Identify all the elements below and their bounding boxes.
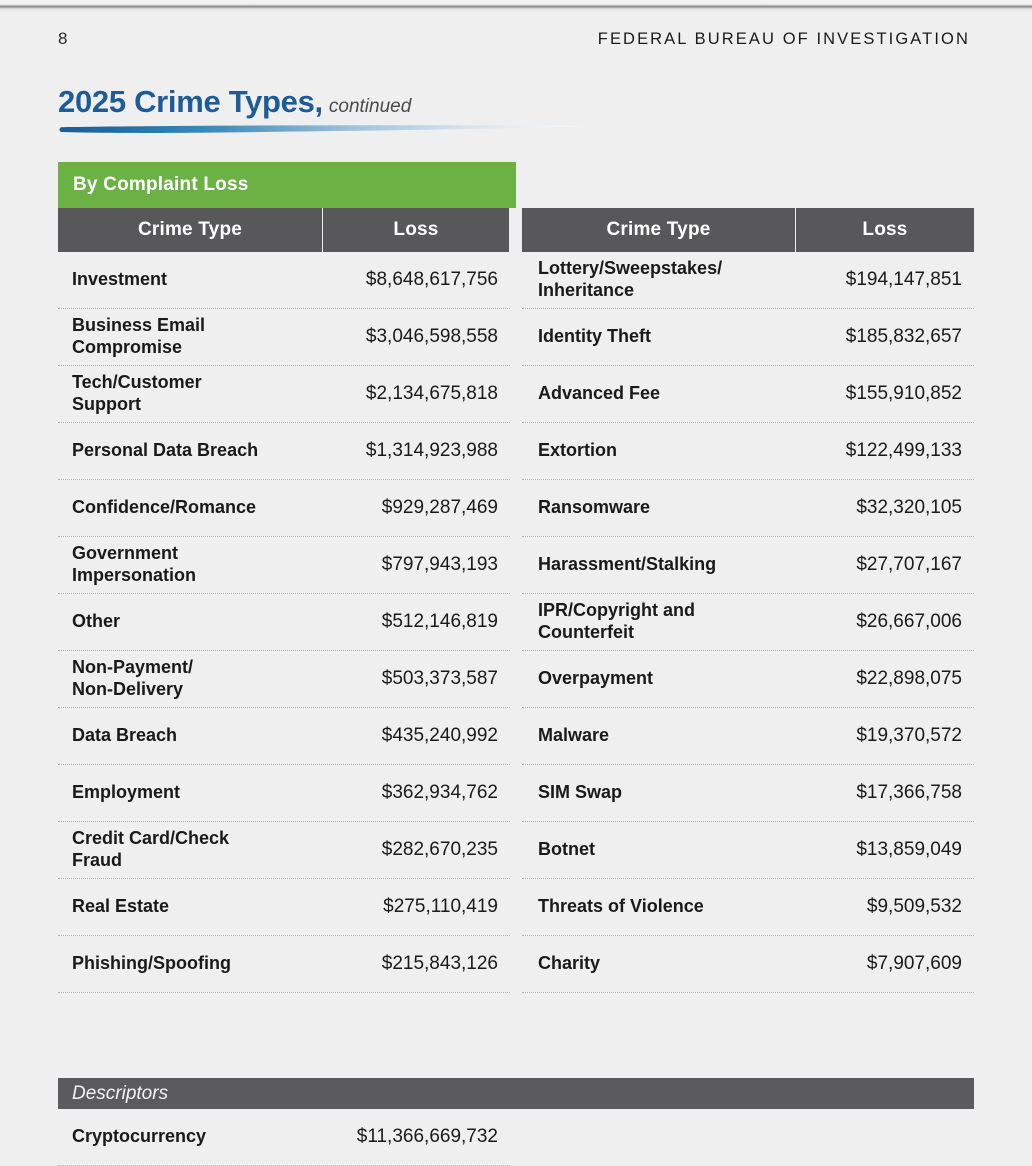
table-row [58, 423, 510, 480]
table-row [522, 765, 974, 822]
cell-crime-type: Other [72, 611, 121, 632]
cell-loss-amount: $8,648,617,756 [365, 269, 498, 290]
cell-loss-amount: $797,943,193 [381, 554, 498, 575]
cell-crime-type: Advanced Fee [538, 383, 661, 404]
cell-loss-amount: $929,287,469 [381, 497, 498, 518]
page-number: 8 [58, 29, 68, 48]
cell-crime-type: Non-Payment/ Non-Delivery [72, 657, 194, 699]
table-row [522, 309, 974, 366]
cell-crime-type: Employment [72, 782, 181, 803]
title-rule-decoration [58, 124, 590, 137]
table-row [522, 651, 974, 708]
cell-crime-type: Overpayment [538, 668, 654, 689]
cell-crime-type: Threats of Violence [538, 896, 704, 917]
section-banner-label: By Complaint Loss [73, 174, 249, 195]
cell-loss-amount: $32,320,105 [856, 497, 962, 518]
cell-loss-amount: $11,366,669,732 [356, 1126, 498, 1147]
cell-crime-type: Personal Data Breach [72, 440, 259, 461]
table-row [522, 537, 974, 594]
cell-loss-amount: $3,046,598,558 [365, 326, 498, 347]
cell-loss-amount: $155,910,852 [845, 383, 962, 404]
table-column-left [58, 252, 510, 993]
cell-crime-type: Confidence/Romance [72, 497, 257, 518]
cell-loss-amount: $282,670,235 [381, 839, 498, 860]
table-row [522, 480, 974, 537]
crime-types-loss-table [58, 208, 974, 993]
cell-loss-amount: $19,370,572 [856, 725, 962, 746]
table-row [58, 480, 510, 537]
cell-loss-amount: $275,110,419 [383, 896, 498, 917]
table-row [58, 708, 510, 765]
cell-loss-amount: $362,934,762 [381, 782, 498, 803]
cell-loss-amount: $122,499,133 [845, 440, 962, 461]
cell-crime-type: Extortion [538, 440, 617, 461]
section-banner-by-complaint-loss [58, 162, 516, 208]
cell-loss-amount: $215,843,126 [381, 953, 498, 974]
table-row [58, 1109, 510, 1166]
table-row [58, 309, 510, 366]
cell-crime-type: Government Impersonation [72, 543, 197, 585]
cell-crime-type: Ransomware [538, 497, 651, 518]
cell-crime-type: SIM Swap [538, 782, 623, 803]
cell-crime-type: Data Breach [72, 725, 178, 746]
cell-crime-type: Investment [72, 269, 168, 290]
table-body [58, 252, 974, 993]
cell-loss-amount: $27,707,167 [856, 554, 962, 575]
table-row [58, 651, 510, 708]
column-header-loss-left: Loss [323, 208, 509, 252]
table-row [522, 423, 974, 480]
table-column-right [522, 252, 974, 993]
table-row [522, 936, 974, 993]
table-row [58, 765, 510, 822]
cell-loss-amount: $512,146,819 [381, 611, 498, 632]
table-row [522, 879, 974, 936]
cell-loss-amount: $26,667,006 [856, 611, 962, 632]
cell-crime-type: Identity Theft [538, 326, 651, 347]
cell-crime-type: Malware [538, 725, 610, 746]
title-line [58, 84, 758, 120]
cell-crime-type: Phishing/Spoofing [72, 953, 231, 974]
table-row [522, 366, 974, 423]
cell-loss-amount: $194,147,851 [845, 269, 962, 290]
table-row [58, 252, 510, 309]
cell-loss-amount: $435,240,992 [381, 725, 498, 746]
cell-loss-amount: $1,314,923,988 [365, 440, 498, 461]
cell-crime-type: Charity [538, 953, 601, 974]
table-row [58, 822, 510, 879]
column-header-crime-type-left: Crime Type [58, 208, 323, 252]
table-header-row [58, 208, 974, 252]
descriptors-table [58, 1109, 510, 1166]
agency-name: FEDERAL BUREAU OF INVESTIGATION [597, 30, 970, 48]
column-gap [509, 208, 521, 252]
table-row [522, 708, 974, 765]
cell-crime-type: Cryptocurrency [72, 1126, 207, 1147]
cell-crime-type: Lottery/Sweepstakes/ Inheritance [538, 258, 723, 300]
descriptors-section-bar [58, 1078, 974, 1109]
title-main-text: 2025 Crime Types, [58, 84, 323, 119]
cell-loss-amount: $503,373,587 [381, 668, 498, 689]
table-row [58, 537, 510, 594]
column-gap [510, 252, 522, 993]
cell-crime-type: Harassment/Stalking [538, 554, 717, 575]
table-row [522, 822, 974, 879]
title-continued-text: continued [328, 96, 412, 117]
cell-loss-amount: $7,907,609 [866, 953, 962, 974]
descriptors-label: Descriptors [72, 1082, 169, 1104]
table-row [522, 594, 974, 651]
cell-loss-amount: $13,859,049 [856, 839, 962, 860]
running-head [0, 29, 1032, 59]
cell-loss-amount: $9,509,532 [866, 896, 962, 917]
cell-loss-amount: $2,134,675,818 [365, 383, 498, 404]
cell-crime-type: IPR/Copyright and Counterfeit [538, 600, 695, 642]
cell-loss-amount: $22,898,075 [856, 668, 962, 689]
cell-crime-type: Tech/Customer Support [72, 372, 202, 414]
table-row [58, 879, 510, 936]
cell-crime-type: Botnet [538, 839, 595, 860]
table-row [58, 936, 510, 993]
table-row [58, 366, 510, 423]
column-header-crime-type-right: Crime Type [521, 208, 796, 252]
cell-loss-amount: $185,832,657 [845, 326, 962, 347]
cell-crime-type: Business Email Compromise [72, 315, 206, 357]
page-title [58, 84, 758, 120]
cell-crime-type: Credit Card/Check Fraud [72, 828, 230, 870]
table-row [522, 252, 974, 309]
cell-loss-amount: $17,366,758 [856, 782, 962, 803]
document-page [0, 12, 1032, 1165]
column-header-loss-right: Loss [796, 208, 974, 252]
cell-crime-type: Real Estate [72, 896, 170, 917]
table-row [58, 594, 510, 651]
viewer-top-edge [0, 0, 1032, 12]
